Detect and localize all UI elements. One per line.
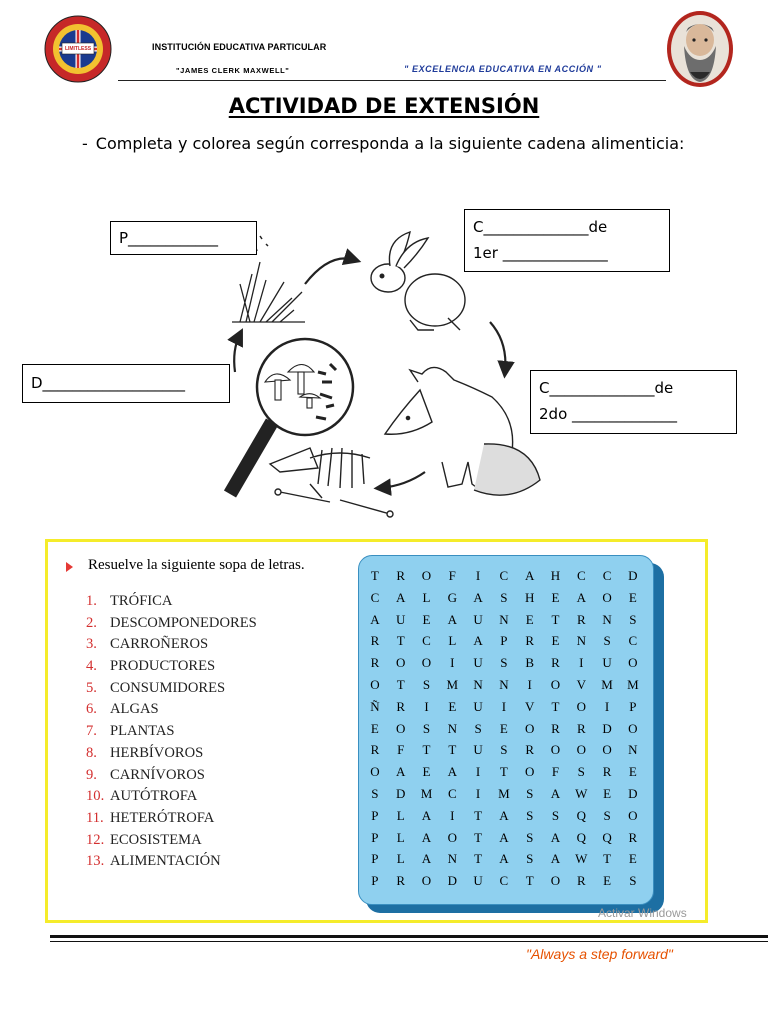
grid-letter[interactable]: W (575, 785, 588, 801)
grid-letter[interactable]: A (499, 851, 509, 867)
grid-row (362, 739, 652, 761)
institution-name: INSTITUCIÓN EDUCATIVA PARTICULAR (152, 42, 327, 52)
grid-letter[interactable]: U (396, 611, 406, 627)
school-name: "JAMES CLERK MAXWELL" (176, 66, 290, 75)
grid-letter[interactable]: R (370, 655, 380, 671)
word-text: HERBÍVOROS (110, 744, 204, 761)
rabbit-icon (371, 232, 465, 330)
grid-letter[interactable]: I (501, 698, 507, 714)
grid-letter[interactable]: S (526, 851, 534, 867)
grid-letter[interactable]: T (474, 807, 483, 823)
word-text: PLANTAS (110, 723, 175, 740)
grid-letter[interactable]: T (448, 742, 457, 758)
grid-letter[interactable]: R (396, 568, 406, 583)
word-text: TRÓFICA (110, 593, 173, 609)
word-text: CONSUMIDORES (110, 679, 226, 696)
grid-letter[interactable]: A (447, 611, 457, 627)
arrow-decomposer-to-grass (234, 334, 240, 372)
grid-letter[interactable]: S (629, 611, 637, 627)
skeleton-icon (270, 448, 393, 517)
word-number: 1. (86, 593, 97, 609)
grid-letter[interactable]: D (628, 568, 638, 583)
word-text: CARROÑEROS (110, 636, 209, 653)
grid-letter[interactable]: S (526, 785, 534, 801)
grid-letter[interactable]: T (422, 742, 431, 758)
grid-letter[interactable]: P (371, 873, 379, 889)
grid-letter[interactable]: A (473, 589, 483, 605)
word-number: 11. (86, 809, 104, 826)
instruction-dash: - (82, 134, 88, 153)
school-motto: " EXCELENCIA EDUCATIVA EN ACCIÓN " (404, 64, 602, 74)
word-number: 4. (86, 658, 97, 675)
grid-letter[interactable]: S (629, 873, 637, 889)
grid-letter[interactable]: R (370, 742, 380, 758)
footer-rule-thin (50, 941, 768, 942)
grid-letter[interactable]: R (576, 873, 586, 889)
grid-letter[interactable]: O (550, 676, 561, 692)
grid-letter[interactable]: A (550, 851, 561, 867)
grid-letter[interactable]: D (396, 785, 406, 801)
grid-letter[interactable]: I (604, 698, 610, 714)
grid-letter[interactable]: E (370, 720, 379, 736)
word-list-item (86, 699, 257, 721)
grid-letter[interactable]: E (603, 873, 612, 889)
grid-row (362, 870, 652, 892)
word-text: DESCOMPONEDORES (110, 614, 257, 631)
word-number: 6. (86, 701, 97, 718)
word-text: CARNÍVOROS (110, 766, 205, 783)
grid-letter[interactable]: O (628, 655, 638, 671)
grid-letter[interactable]: U (473, 698, 483, 714)
grid-letter[interactable]: R (602, 764, 612, 780)
grid-letter[interactable]: D (447, 873, 457, 889)
grid-letter[interactable]: E (525, 611, 534, 627)
grid-letter[interactable]: A (524, 568, 535, 583)
grid-letter[interactable]: O (602, 589, 612, 605)
grid-letter[interactable]: A (421, 829, 432, 845)
grid-row (362, 587, 652, 609)
grid-letter[interactable]: L (422, 589, 431, 605)
grid-letter[interactable]: M (446, 676, 459, 692)
grid-letter[interactable]: P (371, 829, 379, 845)
word-number: 13. (86, 853, 105, 870)
word-number: 8. (86, 744, 97, 761)
grid-letter[interactable]: S (474, 720, 482, 736)
grid-letter[interactable]: T (396, 633, 405, 649)
grid-letter[interactable]: S (603, 633, 611, 649)
grid-letter[interactable]: A (370, 611, 380, 627)
grid-letter[interactable]: U (602, 655, 612, 671)
word-search-heading (64, 557, 305, 574)
grid-letter[interactable]: A (421, 807, 432, 823)
grid-letter[interactable]: C (499, 873, 509, 889)
grid-letter[interactable]: T (551, 611, 560, 627)
word-list-item (86, 851, 257, 873)
grid-letter[interactable]: E (603, 785, 612, 801)
grid-row (362, 783, 652, 805)
word-list-item (86, 808, 257, 830)
word-number: 3. (86, 636, 97, 653)
grid-letter[interactable]: E (422, 764, 431, 780)
grid-letter[interactable]: S (603, 807, 611, 823)
fox-icon (385, 367, 540, 495)
grid-row (362, 761, 652, 783)
grid-letter[interactable]: N (576, 633, 586, 649)
grid-letter[interactable]: V (576, 676, 586, 692)
grid-letter[interactable]: S (500, 589, 508, 605)
word-list-item (86, 656, 257, 678)
grid-letter[interactable]: R (628, 829, 638, 845)
grid-row (362, 827, 652, 849)
grid-letter[interactable]: I (579, 655, 584, 671)
grid-letter[interactable]: N (447, 851, 457, 867)
word-number: 7. (86, 723, 97, 740)
header-rule (118, 80, 666, 81)
grid-letter[interactable]: I (475, 568, 481, 583)
grid-letter[interactable]: I (424, 698, 429, 714)
word-number: 9. (86, 766, 97, 783)
grid-letter[interactable]: L (396, 851, 405, 867)
grid-row (362, 696, 652, 718)
grid-letter[interactable]: Q (576, 807, 586, 823)
grid-row (362, 609, 652, 631)
grid-letter[interactable]: O (628, 720, 638, 736)
grid-letter[interactable]: T (474, 851, 483, 867)
portrait-image (666, 10, 734, 88)
grid-letter[interactable]: O (576, 698, 586, 714)
grid-letter[interactable]: E (422, 611, 431, 627)
letter-grid[interactable] (362, 565, 652, 892)
grid-letter[interactable]: L (396, 829, 405, 845)
grid-letter[interactable]: U (473, 742, 483, 758)
grid-letter[interactable]: O (421, 873, 432, 889)
grid-letter[interactable]: U (473, 655, 483, 671)
word-list-item (86, 634, 257, 656)
grid-letter[interactable]: S (526, 829, 534, 845)
grid-letter[interactable]: A (421, 851, 432, 867)
grid-row (362, 630, 652, 652)
grid-letter[interactable]: D (628, 785, 638, 801)
grid-letter[interactable]: A (499, 807, 509, 823)
grid-letter[interactable]: M (601, 676, 613, 692)
grid-letter[interactable]: T (396, 676, 405, 692)
word-text: ALGAS (110, 701, 159, 718)
grid-letter[interactable]: T (551, 698, 560, 714)
grid-letter[interactable]: S (500, 742, 508, 758)
grid-letter[interactable]: O (421, 568, 432, 583)
word-text: PRODUCTORES (110, 658, 216, 675)
word-number: 10. (86, 788, 105, 805)
arrow-grass-to-rabbit (305, 258, 355, 284)
grid-letter[interactable]: O (524, 720, 535, 736)
grid-letter[interactable]: I (450, 807, 455, 823)
page-title: ACTIVIDAD DE EXTENSIÓN (228, 94, 540, 118)
grid-letter[interactable]: O (550, 742, 561, 758)
word-number: 2. (86, 614, 97, 631)
grid-letter[interactable]: L (396, 807, 405, 823)
word-text: ALIMENTACIÓN (110, 853, 221, 870)
grid-letter[interactable]: A (550, 829, 561, 845)
grid-letter[interactable]: O (628, 807, 638, 823)
grid-letter[interactable]: O (370, 676, 380, 692)
grid-letter[interactable]: C (602, 568, 612, 583)
grid-letter[interactable]: R (551, 655, 560, 671)
grid-letter[interactable]: T (603, 851, 612, 867)
grid-letter[interactable]: S (577, 764, 585, 780)
word-search-heading-text: Resuelve la siguiente sopa de letras. (88, 557, 305, 573)
grid-row (362, 674, 652, 696)
word-list-item (86, 765, 257, 787)
footer-tagline: "Always a step forward" (526, 946, 673, 962)
grid-letter[interactable]: V (524, 698, 535, 714)
grid-letter[interactable]: A (447, 764, 457, 780)
grid-letter[interactable]: S (500, 655, 508, 671)
grid-letter[interactable]: P (371, 807, 379, 823)
grid-letter[interactable]: A (576, 589, 586, 605)
grid-letter[interactable]: E (628, 589, 637, 605)
word-list (86, 591, 257, 873)
grid-letter[interactable]: U (473, 611, 483, 627)
grid-letter[interactable]: R (576, 611, 586, 627)
grid-letter[interactable]: W (575, 851, 588, 867)
decomposer-box[interactable]: D___________________ (22, 364, 230, 403)
producer-box[interactable]: P____________ (110, 221, 257, 255)
grid-row (362, 718, 652, 740)
grid-letter[interactable]: F (448, 568, 456, 583)
grid-row (362, 805, 652, 827)
grid-letter[interactable]: O (524, 764, 535, 780)
grid-letter[interactable]: O (447, 829, 457, 845)
grid-letter[interactable]: P (371, 851, 379, 867)
grid-letter[interactable]: R (525, 633, 535, 649)
grid-letter[interactable]: R (370, 633, 380, 649)
grid-letter[interactable]: B (525, 655, 535, 671)
grid-letter[interactable]: E (448, 698, 457, 714)
secondary-consumer-box[interactable]: C______________de 2do ______________ (530, 370, 737, 434)
activation-watermark: Activar Windows (598, 906, 687, 920)
grid-letter[interactable]: S (422, 720, 431, 736)
grid-letter[interactable]: H (550, 568, 561, 583)
grid-letter[interactable]: A (499, 829, 509, 845)
grid-letter[interactable]: A (473, 633, 483, 649)
grid-letter[interactable]: N (628, 742, 638, 758)
word-text: HETERÓTROFA (110, 809, 215, 826)
word-list-item (86, 613, 257, 635)
grid-letter[interactable]: C (499, 568, 509, 583)
word-number: 5. (86, 679, 97, 696)
grid-letter[interactable]: M (420, 785, 433, 801)
grid-letter[interactable]: R (396, 698, 406, 714)
instruction-text: Completa y colorea según corresponda a la siguiente cadena alimenticia: (95, 134, 685, 153)
grid-row (362, 565, 652, 587)
grid-letter[interactable]: O (396, 720, 406, 736)
grid-letter[interactable]: O (550, 873, 561, 889)
grid-letter[interactable]: C (422, 633, 431, 649)
grid-letter[interactable]: R (551, 720, 560, 736)
grid-row (362, 652, 652, 674)
primary-consumer-box[interactable]: C______________de 1er ______________ (464, 209, 670, 272)
word-list-item (86, 786, 257, 808)
grid-letter[interactable]: C (628, 633, 638, 649)
arrow-rabbit-to-fox (490, 322, 505, 372)
grid-letter[interactable]: A (396, 589, 406, 605)
grid-letter[interactable]: R (525, 742, 535, 758)
grid-letter[interactable]: N (447, 720, 457, 736)
word-text: AUTÓTROFA (110, 788, 198, 805)
grid-letter[interactable]: R (396, 873, 406, 889)
grid-letter[interactable]: N (499, 676, 509, 692)
grid-letter[interactable]: I (527, 676, 532, 692)
grid-letter[interactable]: N (499, 611, 509, 627)
word-list-item (86, 830, 257, 852)
grid-letter[interactable]: O (576, 742, 586, 758)
grid-letter[interactable]: C (576, 568, 586, 583)
grid-letter[interactable]: I (450, 655, 455, 671)
grid-letter[interactable]: O (421, 655, 432, 671)
grid-letter[interactable]: E (551, 633, 560, 649)
grid-letter[interactable]: O (602, 742, 612, 758)
grid-letter[interactable]: I (475, 785, 481, 801)
grid-letter[interactable]: M (627, 676, 639, 692)
grid-letter[interactable]: Ñ (370, 698, 380, 714)
grid-letter[interactable]: A (396, 764, 406, 780)
word-text: ECOSISTEMA (110, 831, 202, 848)
grid-letter[interactable]: P (629, 698, 637, 714)
word-list-item (86, 721, 257, 743)
grid-letter[interactable]: S (422, 676, 431, 692)
grid-letter[interactable]: F (397, 742, 405, 758)
grid-letter[interactable]: O (396, 655, 406, 671)
grid-letter[interactable]: Q (602, 829, 612, 845)
grid-letter[interactable]: P (500, 633, 508, 649)
grid-letter[interactable]: O (370, 764, 380, 780)
grid-letter[interactable]: N (602, 611, 612, 627)
grid-letter[interactable]: L (448, 633, 457, 649)
grid-letter[interactable]: C (370, 589, 380, 605)
grid-letter[interactable]: G (447, 589, 457, 605)
grid-letter[interactable]: D (602, 720, 612, 736)
grid-letter[interactable]: T (370, 568, 379, 583)
grid-letter[interactable]: T (499, 764, 508, 780)
grid-letter[interactable]: E (551, 589, 560, 605)
instruction (82, 134, 684, 153)
grid-letter[interactable]: M (498, 785, 510, 801)
word-number: 12. (86, 831, 105, 848)
grid-letter[interactable]: T (525, 873, 534, 889)
grid-letter[interactable]: F (551, 764, 560, 780)
grid-letter[interactable]: N (473, 676, 483, 692)
grid-letter[interactable]: R (576, 720, 586, 736)
grid-letter[interactable]: Q (576, 829, 586, 845)
grid-letter[interactable]: S (371, 785, 379, 801)
grid-letter[interactable]: U (473, 873, 483, 889)
grid-letter[interactable]: H (524, 589, 535, 605)
grid-letter[interactable]: S (526, 807, 534, 823)
grid-letter[interactable]: E (628, 851, 637, 867)
grid-letter[interactable]: I (475, 764, 481, 780)
footer-rule (50, 935, 768, 938)
grid-letter[interactable]: T (474, 829, 483, 845)
grid-letter[interactable]: E (499, 720, 508, 736)
grid-row (362, 848, 652, 870)
grid-letter[interactable]: A (550, 785, 561, 801)
arrow-fox-to-skeleton (380, 472, 425, 488)
word-list-item (86, 678, 257, 700)
word-list-item (86, 591, 257, 613)
word-list-item (86, 743, 257, 765)
grid-letter[interactable]: S (551, 807, 560, 823)
logo-text: LIMITLESS (64, 46, 92, 52)
grid-letter[interactable]: C (447, 785, 457, 801)
grid-letter[interactable]: E (628, 764, 637, 780)
